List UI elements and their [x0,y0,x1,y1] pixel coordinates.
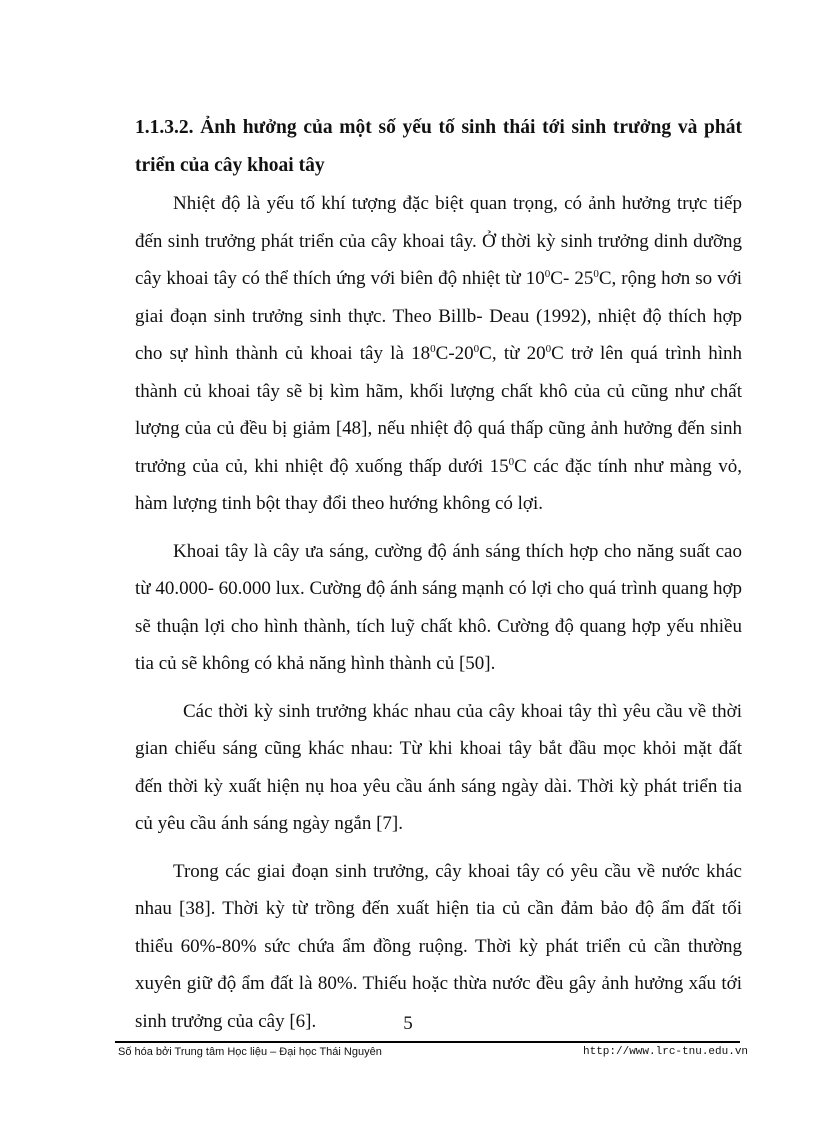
text-run: C- 25 [550,268,594,289]
footer-source: Số hóa bởi Trung tâm Học liệu – Đại học Thái Nguyên [118,1046,382,1058]
paragraph-temperature [135,185,742,523]
superscript: 0 [545,343,552,355]
superscript: 0 [430,343,436,355]
text-run: C, rộng hơn so với giai đoạn sinh trưởng sinh thực. Theo Billb- Deau (1992), nhiệt độ thích hợp cho sự hình thành củ khoai tây là 18 [135,268,742,364]
document-body [135,109,742,1050]
superscript: 0 [544,268,551,280]
text-run: C, từ 20 [479,343,546,364]
superscript: 0 [593,268,599,280]
text-run: Nhiệt độ là yếu tố khí tượng đặc biệt quan trọng, có ảnh hưởng trực tiếp đến sinh trưởng phát triển của cây khoai tây. Ở thời kỳ sinh trưởng dinh dưỡng cây khoai tây có thể thích ứng với biên độ nhiệt từ 10 [135,193,742,289]
text-run: C trở lên quá trình hình thành củ khoai tây sẽ bị kìm hãm, khối lượng chất khô của củ cũng như chất lượng của củ đều bị giảm [48], nếu nhiệt độ quá thấp cũng ảnh hưởng đến sinh trưởng của củ, khi nhiệt độ xuống thấp dưới 15 [135,343,743,477]
footer-url: http://www.lrc-tnu.edu.vn [583,1046,749,1058]
paragraph-light-duration: Các thời kỳ sinh trưởng khác nhau của cây khoai tây thì yêu cầu về thời gian chiếu sáng cũng khác nhau: Từ khi khoai tây bắt đầu mọc khỏi mặt đất đến thời kỳ xuất hiện nụ hoa yêu cầu ánh sáng ngày dài. Thời kỳ phát triển tia củ yêu cầu ánh sáng ngày ngắn [7]. [135,700,742,834]
section-heading: 1.1.3.2. Ảnh hưởng của một số yếu tố sinh thái tới sinh trưởng và phát triển của cây khoai tây [135,117,742,176]
paragraph-water: Trong các giai đoạn sinh trưởng, cây khoai tây có yêu cầu về nước khác nhau [38]. Thời kỳ từ trồng đến xuất hiện tia củ cần đảm bảo độ ẩm đất tối thiểu 60%-80% sức chứa ẩm đồng ruộng. Thời kỳ phát triển củ cần thường xuyên giữ độ ẩm đất là 80%. Thiếu hoặc thừa nước đều gây ảnh hưởng xấu tới sinh trưởng của cây [6]. [135,860,742,1032]
paragraph-light-intensity: Khoai tây là cây ưa sáng, cường độ ánh sáng thích hợp cho năng suất cao từ 40.000- 60.000 lux. Cường độ ánh sáng mạnh có lợi cho quá trình quang hợp sẽ thuận lợi cho hình thành, tích luỹ chất khô. Cường độ quang hợp yếu nhiều tia củ sẽ không có khả năng hình thành củ [50]. [135,540,742,674]
superscript: 0 [508,455,515,468]
text-run: C các đặc tính như màng vỏ, hàm lượng tinh bột thay đổi theo hướng không có lợi. [135,455,743,514]
text-run: C-20 [435,343,474,364]
superscript: 0 [473,343,480,355]
page-number: 5 [403,1013,413,1034]
footer-divider [115,1041,740,1043]
